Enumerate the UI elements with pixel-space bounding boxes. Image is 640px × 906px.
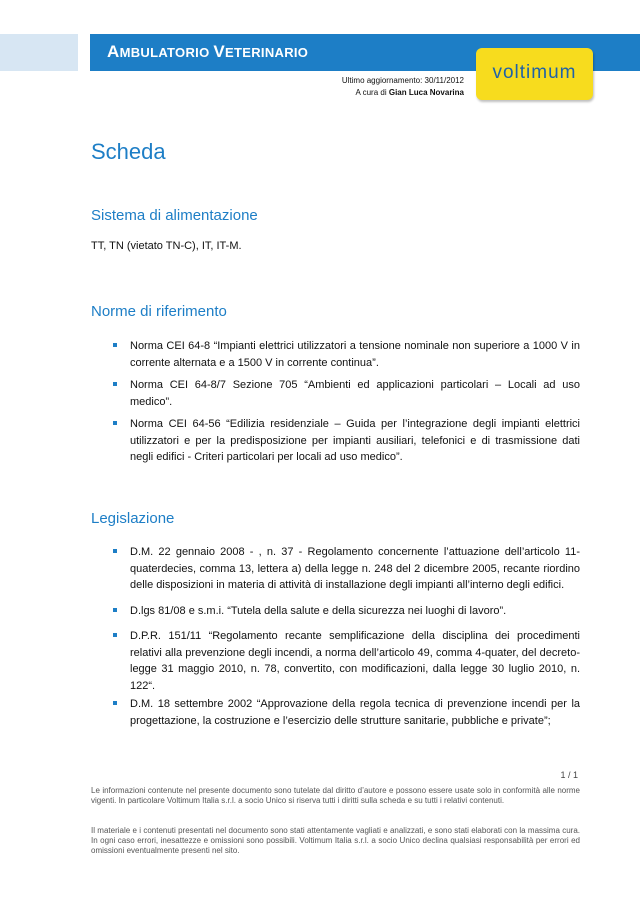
list-item: D.P.R. 151/11 “Regolamento recante semplificazione della disciplina dei procedimenti relativi alla prevenzione degli incendi, a norma dell’articolo 49, comma 4-quater, del decreto-legge 31 maggio 2010, n. 78, convertito, con modificazioni, dalla legge 30 luglio 2010, n. 122“. (112, 628, 580, 694)
alimentazione-text: TT, TN (vietato TN-C), IT, IT-M. (91, 240, 242, 252)
voltimum-logo (476, 48, 593, 100)
section-heading-norme: Norme di riferimento (91, 303, 227, 320)
bullet-icon (113, 421, 117, 425)
document-title: AMBULATORIO VETERINARIO (107, 42, 309, 61)
bullet-icon (113, 633, 117, 637)
last-update: Ultimo aggiornamento: 30/11/2012 (341, 76, 464, 85)
author-name: Gian Luca Novarina (388, 88, 464, 97)
list-item: D.lgs 81/08 e s.m.i. “Tutela della salute e della sicurezza nei luoghi di lavoro”. (112, 603, 580, 620)
list-item: Norma CEI 64-8 “Impianti elettrici utilizzatori a tensione nominale non superiore a 1000 V in corrente alternata e a 1500 V in corrente continua”. (112, 338, 580, 371)
bullet-icon (113, 608, 117, 612)
norme-list (112, 338, 580, 466)
bullet-icon (113, 549, 117, 553)
header-accent-block (0, 34, 78, 71)
page-title: Scheda (91, 139, 166, 164)
list-item: Norma CEI 64-56 “Edilizia residenziale – Guida per l’integrazione degli impianti elettrici utilizzatori e per la predisposizione per impianti ausiliari, telefonici e di trasmissione dati negli edifici - Criteri particolari per locali ad uso medico”. (112, 416, 580, 466)
bullet-icon (113, 343, 117, 347)
list-item: D.M. 18 settembre 2002 “Approvazione della regola tecnica di prevenzione incendi per la progettazione, la costruzione e l’esercizio delle strutture sanitarie, pubbliche e private”; (112, 696, 580, 729)
bullet-icon (113, 382, 117, 386)
legislazione-list (112, 544, 580, 729)
footer-copyright-notice: Le informazioni contenute nel presente documento sono tutelate dal diritto d’autore e possono essere usate solo in conformità alle norme vigenti. In particolare Voltimum Italia s.r.l. a socio Unico si riserva tutti i diritti sulla scheda e su tutti i relativi contenuti. (91, 786, 580, 805)
logo-text: voltimum (492, 62, 577, 83)
list-item: D.M. 22 gennaio 2008 - , n. 37 - Regolamento concernente l’attuazione dell’articolo 11-quaterdecies, comma 13, lettera a) della legge n. 248 del 2 dicembre 2005, recante riordino delle disposizioni in materia di attività di installazione degli impianti all’interno degli edifici. (112, 544, 580, 594)
section-heading-legislazione: Legislazione (91, 510, 175, 527)
section-heading-alimentazione: Sistema di alimentazione (91, 207, 258, 224)
footer-disclaimer: Il materiale e i contenuti presentati nel documento sono stati attentamente vagliati e analizzati, e sono stati elaborati con la massima cura. In ogni caso errori, inesattezze e omissioni sono possibili. Voltimum Italia s.r.l. a socio Unico declina qualsiasi responsabilità per errori ed omissioni eventualmente presenti nel sito. (91, 826, 580, 855)
list-item: Norma CEI 64-8/7 Sezione 705 “Ambienti ed applicazioni particolari – Locali ad uso medico”. (112, 377, 580, 410)
bullet-icon (113, 701, 117, 705)
page-number: 1 / 1 (560, 770, 578, 780)
author-line: A cura di Gian Luca Novarina (355, 88, 464, 97)
